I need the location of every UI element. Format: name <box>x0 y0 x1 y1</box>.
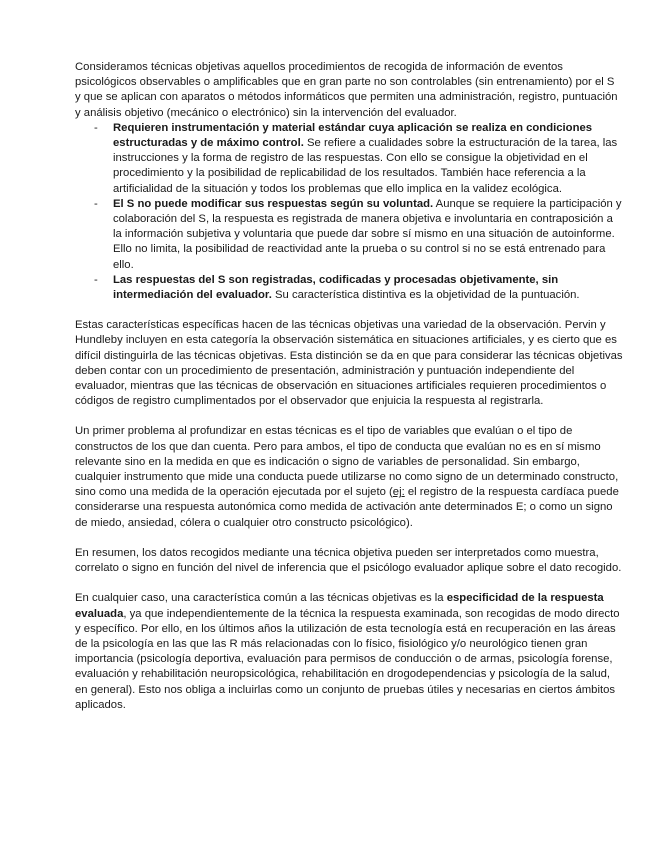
bullet-dash: - <box>94 273 98 286</box>
constructs-paragraph <box>75 424 623 530</box>
list-item-text: Aunque se requiere la participación y colaboración del S, la respuesta es registrada de manera objetiva e involuntaria en contraposición a la información subjetiva y voluntaria que puede dar sobre sí mismo en una situación de autoinforme. Ello no limita, la posibilidad de reactividad ante la prueba o su control si no se está entrenado para ello. <box>113 197 622 271</box>
characteristics-list <box>75 121 623 303</box>
example-abbreviation: ej: <box>392 486 405 499</box>
list-item-text: Su característica distintiva es la objetividad de la puntuación. <box>271 289 580 302</box>
list-item-bold: Las respuestas del S son registradas, codificadas y procesadas objetivamente, sin intermediación del evaluador. <box>113 273 559 302</box>
list-item <box>75 121 623 197</box>
specificity-text-after: , ya que independientemente de la técnica la respuesta examinada, son recogidas de modo directo y específico. Por ello, en los últimos años la utilización de esta tecnología está en recuperación en las áreas de la psicología en las que las R más relacionadas con lo físico, fisiológico y/o neurológico tienen gran importancia (psicología deportiva, evaluación para permisos de conducción o de armas, psicología forense, evaluación y rehabilitación neuropsicológica, rehabilitación en drogodependencias y psicología de la salud, en general). Esto nos obliga a incluirlas como un conjunto de pruebas útiles y necesarias en ciertos ámbitos aplicados. <box>75 607 620 711</box>
list-item <box>75 197 623 273</box>
list-item-bold: Requieren instrumentación y material estándar cuya aplicación se realiza en condiciones estructuradas y de máximo control. <box>113 121 593 150</box>
observation-paragraph: Estas características específicas hacen de las técnicas objetivas una variedad de la observación. Pervin y Hundleby incluyen en esta categoría la observación sistemática en situaciones artificiales, y es cierto que es difícil distinguirla de las técnicas objetivas. Esta distinción se da en que para considerar las técnicas objetivas deben contar con un procedimiento de presentación, administración y puntuación independiente del evaluador, mientras que las técnicas de observación en situaciones artificiales requieren procedimientos o códigos de registro cumplimentados por el observador que enjuicia la respuesta al registrarla. <box>75 319 623 408</box>
constructs-text-after: el registro de la respuesta cardíaca puede considerarse una respuesta autonómica como medida de activación ante determinados E; o como un signo de miedo, ansiedad, cólera o cualquier otro constructo psicológico). <box>75 486 619 529</box>
constructs-text-before: Un primer problema al profundizar en estas técnicas es el tipo de variables que evalúan o el tipo de constructos de los que dan cuenta. Pero para ambos, el tipo de conducta que evalúan no es en sí mismo relevante sino en la medida en que es indicación o signo de variables de personalidad. Sin embargo, cualquier instrumento que mide una conducta puede utilizarse no como signo de un determinado constructo, sino como una medida de la operación ejecutada por el sujeto ( <box>75 425 619 499</box>
document-page <box>75 60 623 728</box>
list-item-bold: El S no puede modificar sus respuestas según su voluntad. <box>113 197 434 210</box>
list-item-text: Se refiere a cualidades sobre la estructuración de la tarea, las instrucciones y la forma de registro de las respuestas. Con ello se consigue la objetividad en el procedimiento y la posibilidad de replicabilidad de los resultados. También hace referencia a la artificialidad de la situación y todos los problemas que ello implica en la validez ecológica. <box>113 137 618 195</box>
bullet-dash: - <box>94 197 98 210</box>
specificity-paragraph <box>75 591 623 713</box>
list-item <box>75 273 623 303</box>
specificity-bold: especificidad de la respuesta evaluada <box>75 592 604 620</box>
specificity-text-before: En cualquier caso, una característica común a las técnicas objetivas es la <box>75 592 447 605</box>
bullet-dash: - <box>94 121 98 134</box>
summary-paragraph: En resumen, los datos recogidos mediante una técnica objetiva pueden ser interpretados como muestra, correlato o signo en función del nivel de inferencia que el psicólogo evaluador aplique sobre el dato recogido. <box>75 546 622 575</box>
intro-paragraph: Consideramos técnicas objetivas aquellos procedimientos de recogida de información de eventos psicológicos observables o amplificables que en gran parte no son controlables (sin entrenamiento) por el S y que se aplican con aparatos o métodos informáticos que permiten una administración, registro, puntuación y análisis objetivo (mecánico o electrónico) sin la intervención del evaluador. <box>75 61 618 119</box>
